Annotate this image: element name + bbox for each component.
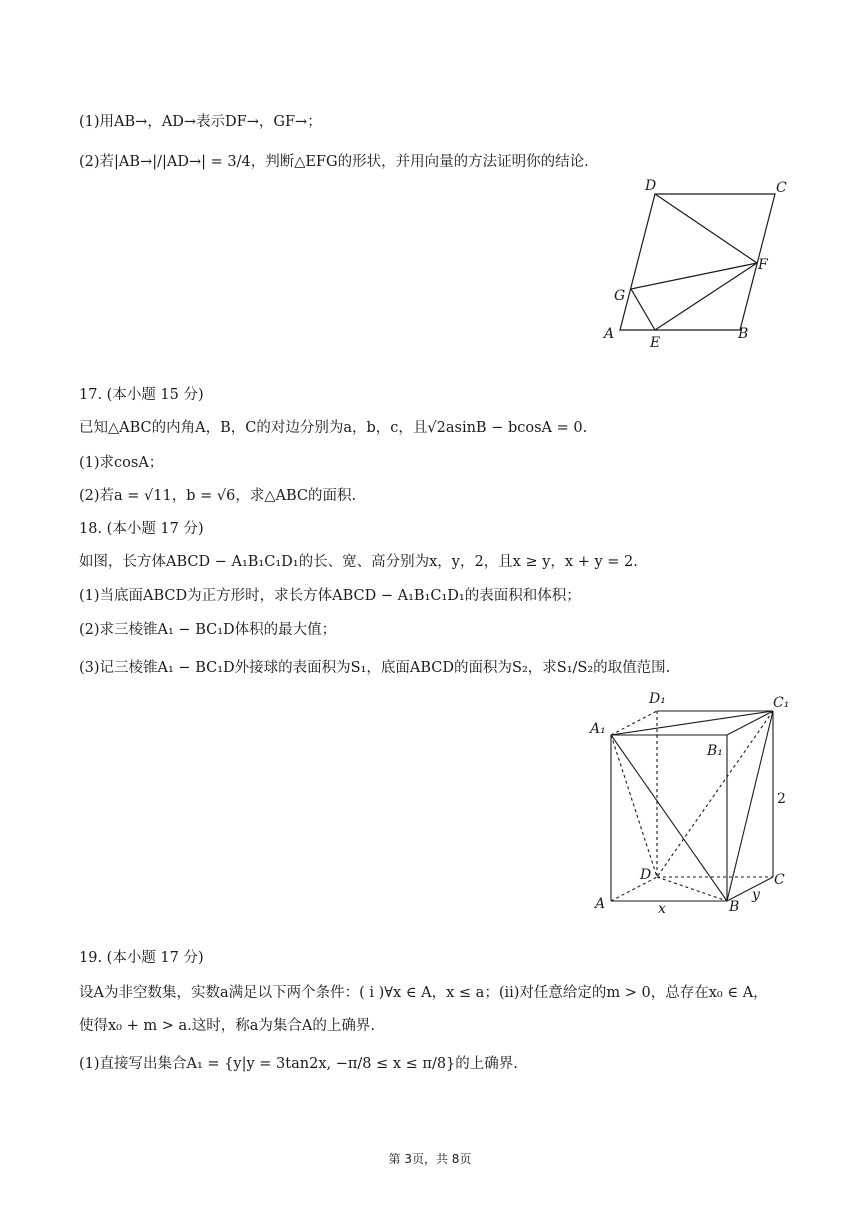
q18-stem: 如图，长方体ABCD − A₁B₁C₁D₁的长、宽、高分别为x，y，2，且x ≥ y，x + y = 2.: [79, 554, 638, 570]
label-D: D: [645, 178, 657, 194]
label-E: E: [650, 335, 661, 351]
label-B: B: [738, 326, 749, 342]
segment-d-b: [657, 877, 727, 901]
q18-part2: (2)求三棱锥A₁ − BC₁D体积的最大值；: [79, 622, 337, 638]
q19-part1: (1)直接写出集合A₁ = {y|y = 3tan2x, −π/8 ≤ x ≤ π/8}的上确界.: [79, 1056, 518, 1072]
label-y: y: [752, 887, 760, 903]
label-D1: D₁: [649, 691, 666, 707]
q19-stem-line1: 设A为非空数集，实数a满足以下两个条件：( i )∀x ∈ A，x ≤ a；(ii)对任意给定的m > 0，总存在x₀ ∈ A，: [79, 985, 768, 1001]
page-footer: 第 3页，共 8页: [388, 1152, 472, 1166]
edge-b-c: [727, 877, 773, 901]
segment-c1-b: [727, 711, 773, 901]
label-h: 2: [777, 791, 786, 807]
label-B1: B₁: [707, 743, 723, 759]
label-x: x: [658, 901, 666, 917]
label-C: C: [776, 180, 787, 196]
segment-a1-c1: [611, 711, 773, 735]
q19-heading: 19. (本小题 17 分): [79, 950, 204, 966]
label-A1: A₁: [590, 721, 606, 737]
label-F: F: [758, 257, 768, 273]
segment-df: [655, 194, 757, 263]
segment-c1-d: [657, 711, 773, 877]
q19-stem-line2: 使得x₀ + m > a.这时，称a为集合A的上确界.: [79, 1018, 375, 1034]
label-B: B: [729, 899, 740, 915]
q16-part1: (1)用AB→，AD→表示DF→，GF→；: [79, 114, 322, 130]
q17-stem: 已知△ABC的内角A，B，C的对边分别为a，b，c，且√2asinB − bcosA = 0.: [79, 420, 588, 436]
q16-part2: (2)若|AB→|/|AD→| = 3/4，判断△EFG的形状，并用向量的方法证明你的结论.: [79, 154, 589, 170]
label-G: G: [614, 288, 626, 304]
segment-ge: [631, 289, 655, 330]
label-D: D: [640, 867, 652, 883]
segment-a1-b: [611, 735, 727, 901]
figure-parallelogram: [595, 175, 805, 355]
q18-part1: (1)当底面ABCD为正方形时，求长方体ABCD − A₁B₁C₁D₁的表面积和体积；: [79, 588, 581, 604]
label-C: C: [774, 872, 785, 888]
q18-part3: (3)记三棱锥A₁ − BC₁D外接球的表面积为S₁，底面ABCD的面积为S₂，求S₁/S₂的取值范围.: [79, 660, 671, 676]
q17-part2: (2)若a = √11，b = √6，求△ABC的面积.: [79, 488, 357, 504]
label-A: A: [604, 326, 615, 342]
figure-cuboid: [585, 685, 805, 925]
label-C1: C₁: [773, 695, 790, 711]
segment-a1-d: [611, 735, 657, 877]
label-A: A: [595, 896, 606, 912]
q17-part1: (1)求cosA；: [79, 455, 164, 471]
q18-heading: 18. (本小题 17 分): [79, 521, 204, 537]
q17-heading: 17. (本小题 15 分): [79, 387, 204, 403]
